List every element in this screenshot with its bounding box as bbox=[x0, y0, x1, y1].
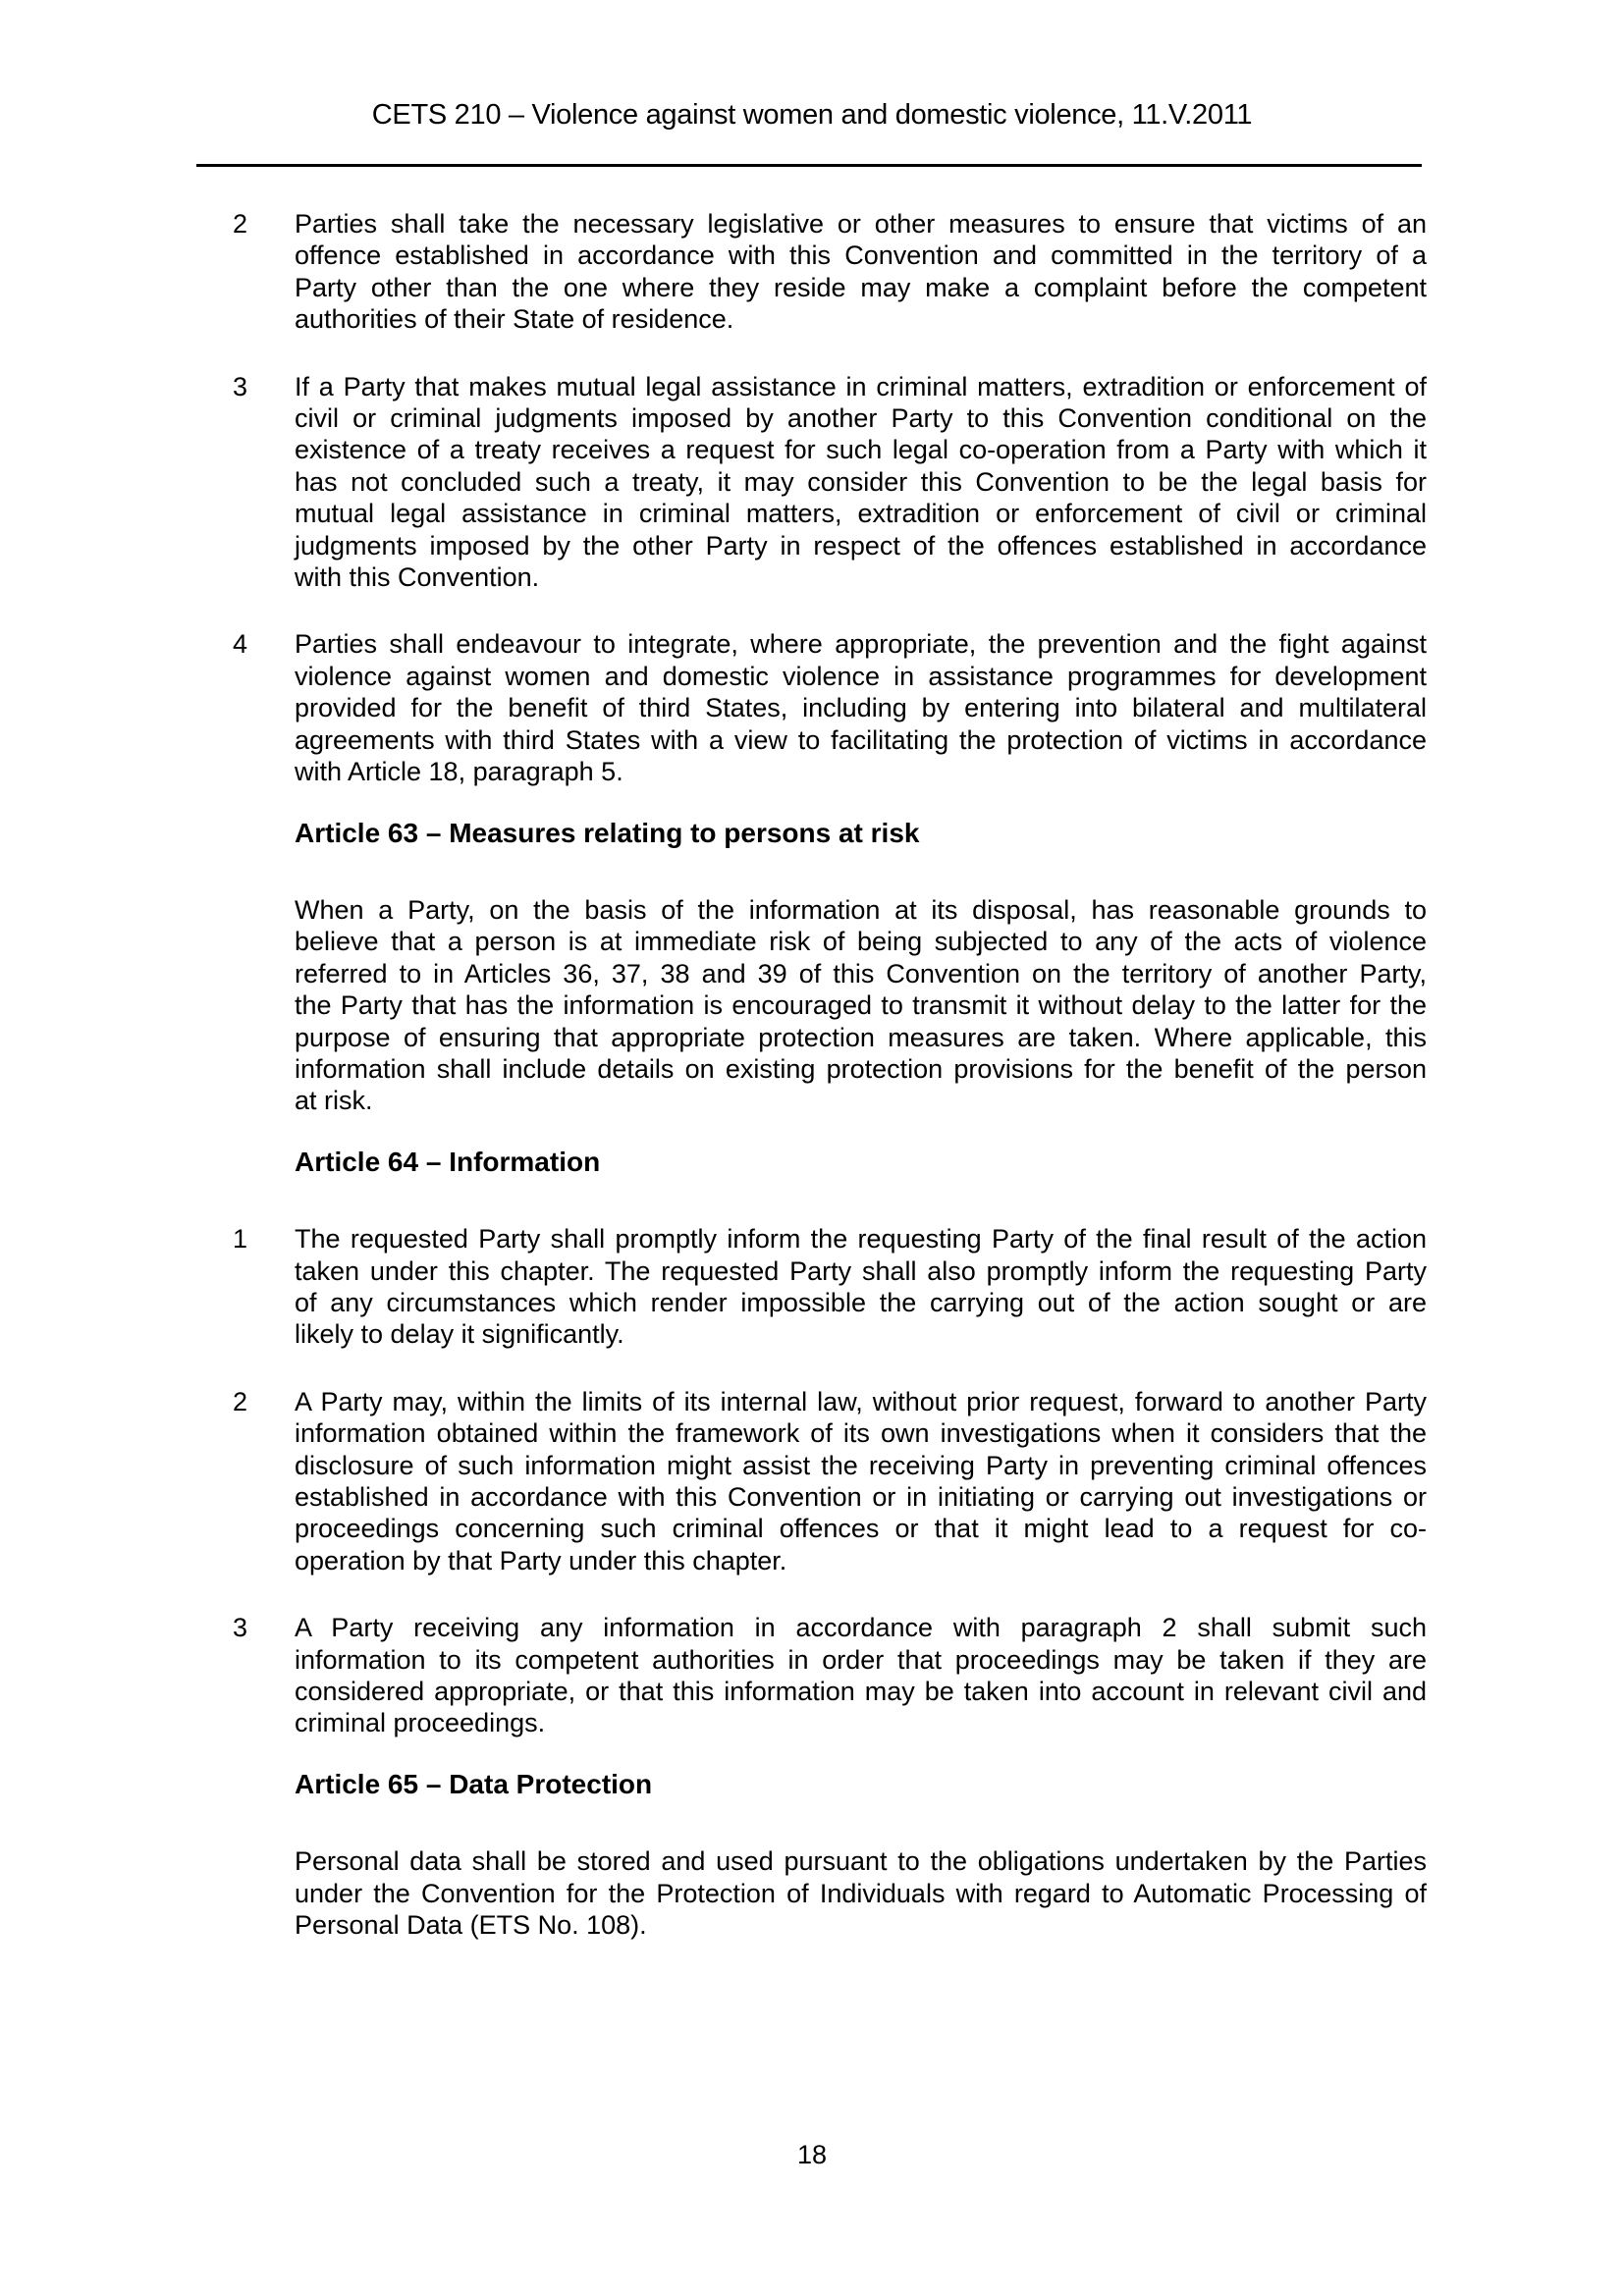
paragraph-text: Personal data shall be stored and used pursuant to the obligations undertaken by the Parties under the Convention for the Protection of Individuals with regard to Automatic Processing of Personal Data (ETS No. 108). bbox=[295, 1846, 1427, 1941]
paragraph-3 bbox=[233, 371, 1427, 594]
paragraph-text: When a Party, on the basis of the information at its disposal, has reasonable grounds to believe that a person is at immediate risk of being subjected to any of the acts of violence referred to in Articles 36, 37, 38 and 39 of this Convention on the territory of another Party, the Party that has the information is encouraged to transmit it without delay to the latter for the purpose of ensuring that appropriate protection measures are taken. Where applicable, this information shall include details on existing protection provisions for the benefit of the person at risk. bbox=[295, 894, 1427, 1116]
article-63-paragraph bbox=[233, 894, 1427, 1117]
paragraph-number bbox=[233, 1845, 295, 1941]
article-64-paragraph-1 bbox=[233, 1223, 1427, 1351]
paragraph-text: A Party receiving any information in accordance with paragraph 2 shall submit such information to its competent authorities in order that proceedings may be taken if they are considered appropriate, or that this information may be taken into account in relevant civil and criminal proceedings. bbox=[295, 1613, 1427, 1738]
article-64-heading: Article 64 – Information bbox=[295, 1146, 601, 1177]
page-number: 18 bbox=[796, 2140, 828, 2169]
article-63-heading: Article 63 – Measures relating to persons at risk bbox=[295, 817, 920, 848]
paragraph-number bbox=[233, 894, 295, 1117]
article-64-paragraph-2 bbox=[233, 1386, 1427, 1576]
article-65-heading: Article 65 – Data Protection bbox=[295, 1768, 653, 1799]
paragraph-text: The requested Party shall promptly inform the requesting Party of the final result of the action taken under this chapter. The requested Party shall also promptly inform the requesting Party of any circumstances which render impossible the carrying out of the action sought or are likely to delay it significantly. bbox=[295, 1224, 1427, 1350]
document-body bbox=[233, 196, 1427, 1976]
paragraph-number: 2 bbox=[233, 209, 248, 239]
paragraph-number: 4 bbox=[233, 629, 248, 660]
paragraph-text: A Party may, within the limits of its internal law, without prior request, forward to another Party information obtained within the framework of its own investigations when it considers that the disclosure of such information might assist the receiving Party in preventing criminal offences established in accordance with this Convention or in initiating or carrying out investigations or proceedings concerning such criminal offences or that it might lead to a request for co- operation by that Party under this chapter. bbox=[295, 1386, 1427, 1575]
paragraph-number: 3 bbox=[233, 371, 248, 401]
header-divider bbox=[196, 164, 1422, 167]
paragraph-text: Parties shall take the necessary legislative or other measures to ensure that victims of an offence established in accordance with this Convention and committed in the territory of a Party other than the one where they reside may make a complaint before the competent authorities of their State of residence. bbox=[295, 209, 1427, 335]
article-64-paragraph-3 bbox=[233, 1612, 1427, 1739]
running-header: CETS 210 – Violence against women and domestic violence, 11.V.2011 bbox=[371, 99, 1253, 131]
paragraph-text: If a Party that makes mutual legal assistance in criminal matters, extradition or enforcement of civil or criminal judgments imposed by another Party to this Convention conditional on the existence of a treaty receives a request for such legal co-operation from a Party with which it has not concluded such a treaty, it may consider this Convention to be the legal basis for mutual legal assistance in criminal matters, extradition or enforcement of civil or criminal judgments imposed by the other Party in respect of the offences established in accordance with this Convention. bbox=[295, 371, 1427, 593]
paragraph-4 bbox=[233, 628, 1427, 787]
paragraph-number: 1 bbox=[233, 1224, 248, 1255]
article-65-paragraph bbox=[233, 1845, 1427, 1941]
paragraph-2 bbox=[233, 208, 1427, 336]
paragraph-number: 2 bbox=[233, 1386, 248, 1416]
paragraph-text: Parties shall endeavour to integrate, where appropriate, the prevention and the fight against violence against women and domestic violence in assistance programmes for development provided for the benefit of third States, including by entering into bilateral and multilateral agreements with third States with a view to facilitating the protection of victims in accordance with Article 18, paragraph 5. bbox=[295, 629, 1427, 787]
paragraph-number: 3 bbox=[233, 1613, 248, 1643]
